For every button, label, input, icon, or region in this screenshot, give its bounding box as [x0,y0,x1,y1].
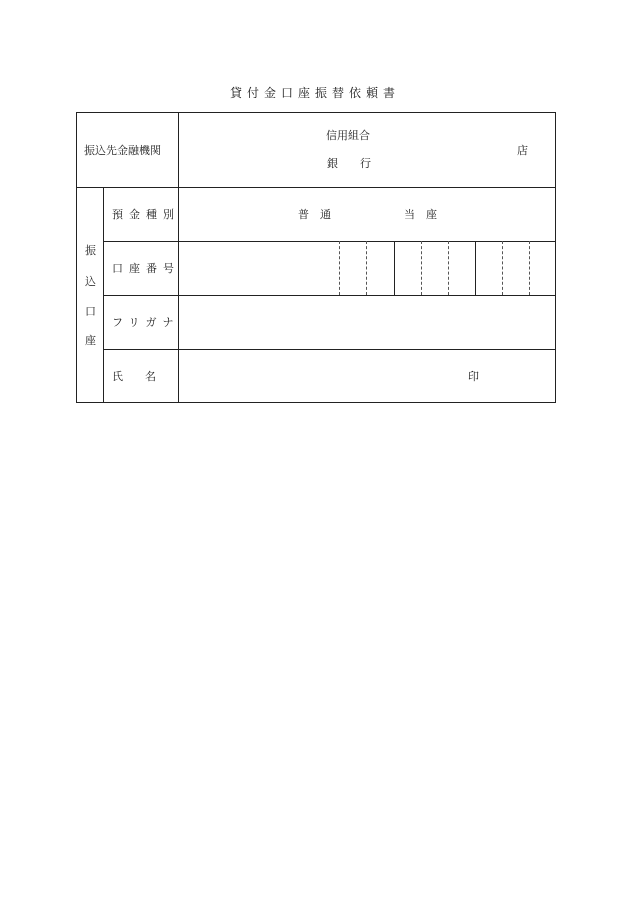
name-label: 氏 名 [112,370,156,383]
side-label-char: 振 [85,244,96,257]
digit-group-divider [475,241,476,295]
digit-box-divider [529,241,530,295]
divider-furigana-row [103,349,555,350]
divider-label-column [178,113,179,402]
ordinary-deposit-option: 普 通 [298,208,331,221]
furigana-label: フリガナ [112,316,180,329]
document-title: 貸付金口座振替依頼書 [229,86,400,100]
seal-mark: 印 [468,370,479,383]
account-number-label: 口座番号 [112,262,180,275]
digit-group-divider [394,241,395,295]
digit-box-divider [339,241,340,295]
deposit-type-label: 預金種別 [112,208,180,221]
digit-box-divider [448,241,449,295]
digit-box-divider [366,241,367,295]
divider-deposit-type-row [103,241,555,242]
transfer-request-form [76,112,556,403]
branch-text: 店 [517,144,528,157]
side-label-char: 座 [85,334,96,347]
divider-account-number-row [103,295,555,296]
current-deposit-option: 当 座 [404,208,437,221]
credit-union-text: 信用組合 [326,129,370,142]
bank-row-label: 振込先金融機関 [84,144,161,157]
digit-box-divider [502,241,503,295]
digit-box-divider [421,241,422,295]
side-label-char: 口 [85,305,96,318]
bank-text: 銀 行 [327,157,371,170]
divider-bank-row [77,187,555,188]
side-label-char: 込 [85,275,96,288]
